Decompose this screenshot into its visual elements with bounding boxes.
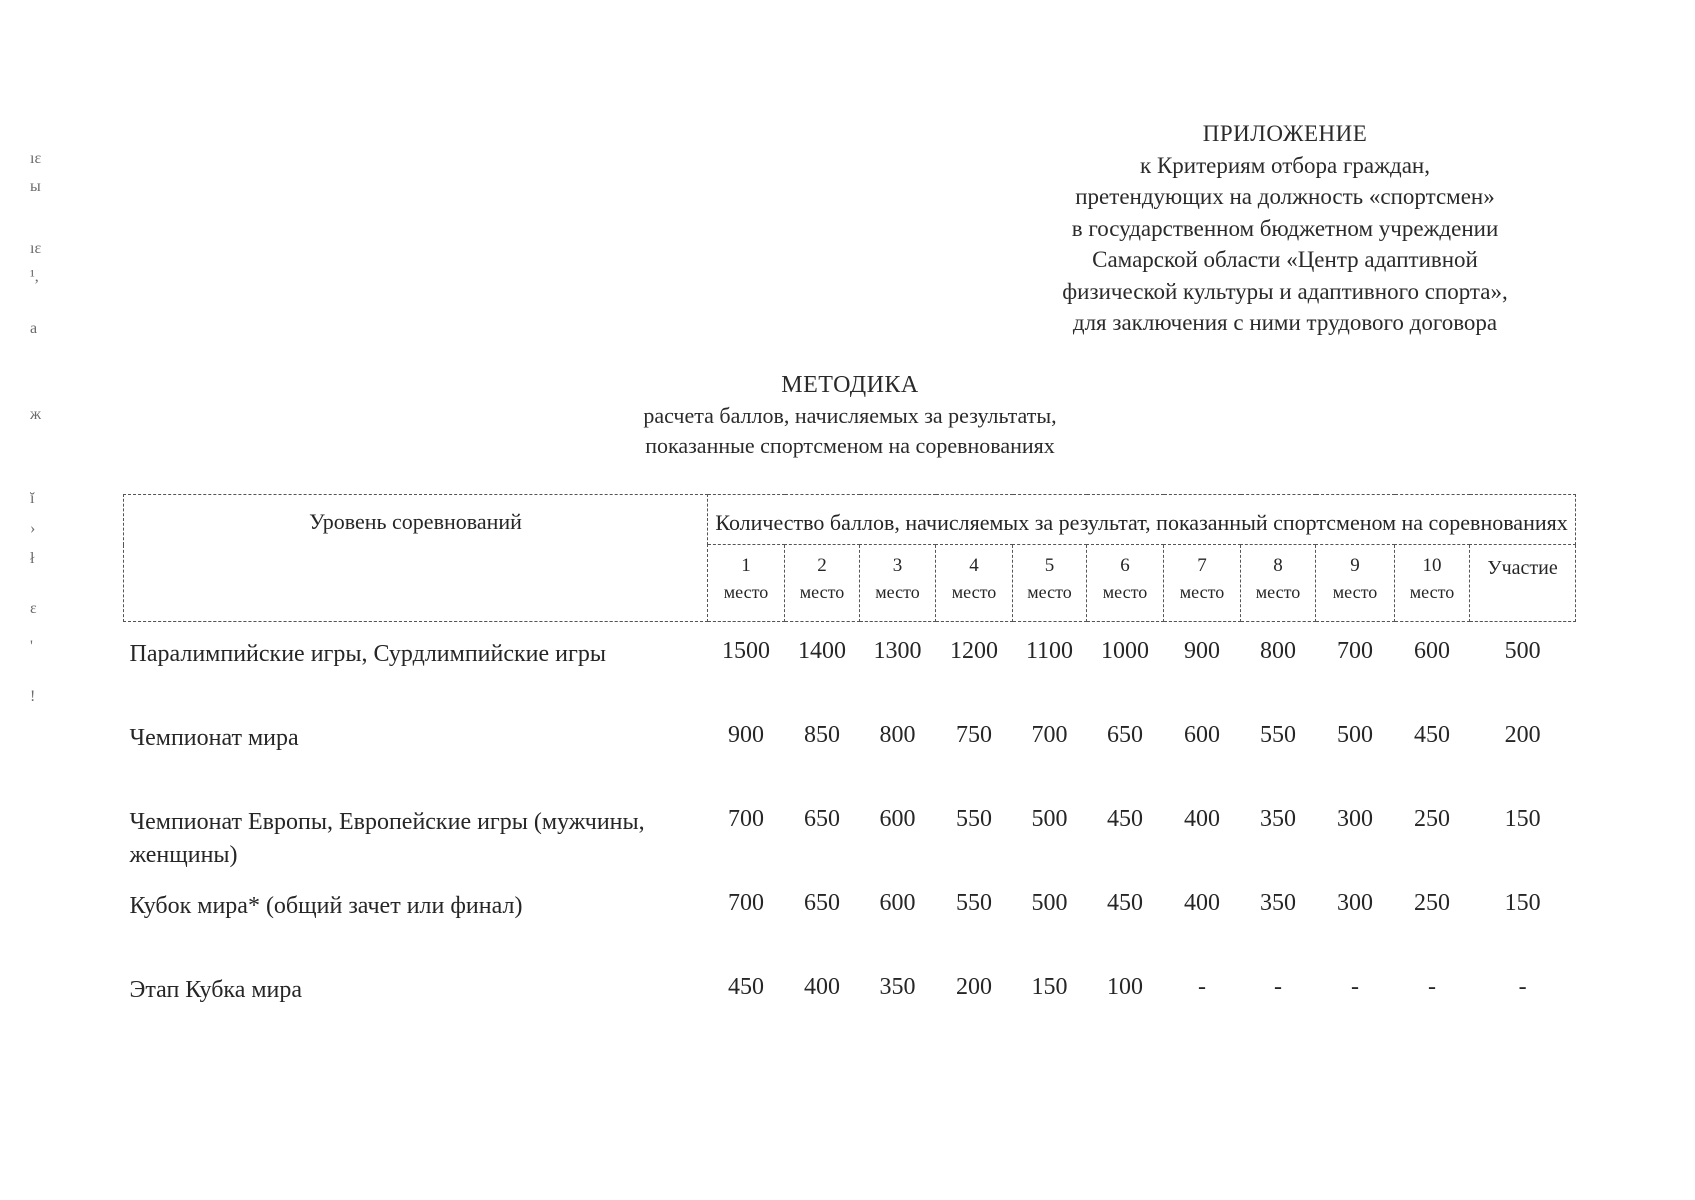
place-header-8	[1241, 545, 1316, 622]
score-cell: 900	[1184, 638, 1220, 664]
score-cell: 400	[1184, 890, 1220, 916]
score-cell: 700	[728, 890, 764, 916]
appendix-heading: ПРИЛОЖЕНИЕ	[1202, 121, 1368, 146]
score-cell: 150	[1031, 974, 1068, 1000]
score-cell: 1500	[722, 638, 770, 664]
score-cell: 600	[879, 890, 916, 916]
score-cell: 500	[1031, 890, 1068, 916]
score-cell: 450	[1414, 722, 1450, 748]
score-cell: 400	[804, 974, 840, 1000]
table-row	[124, 874, 1576, 958]
margin-mark: ıε	[30, 150, 42, 167]
score-cell: 150	[1504, 890, 1541, 916]
margin-mark: ›	[30, 520, 36, 537]
place-word: место	[951, 582, 997, 602]
score-cell: 350	[879, 974, 916, 1000]
appendix-line: к Критериям отбора граждан,	[1140, 152, 1430, 178]
score-cell: 700	[1031, 722, 1068, 748]
score-cell: 450	[728, 974, 764, 1000]
score-cell: 1000	[1101, 638, 1149, 664]
place-word: место	[1255, 582, 1301, 602]
score-cell: 300	[1337, 890, 1373, 916]
score-cell: 600	[1414, 638, 1450, 664]
competition-level: Паралимпийские игры, Сурдлимпийские игры	[129, 641, 606, 667]
competition-level: Чемпионат Европы, Европейские игры (мужчины, женщины)	[129, 809, 645, 868]
place-word: место	[1102, 582, 1148, 602]
place-word: место	[1409, 582, 1455, 602]
place-word: место	[723, 582, 769, 602]
place-header-9	[1316, 545, 1395, 622]
score-cell: 350	[1260, 806, 1296, 832]
score-cell: 1400	[798, 638, 846, 664]
place-number: 10	[1422, 555, 1442, 576]
score-cell: -	[1351, 974, 1359, 1000]
place-word: место	[1179, 582, 1225, 602]
margin-mark: ıε	[30, 240, 42, 257]
margin-mark: '	[30, 638, 33, 655]
score-cell: -	[1274, 974, 1282, 1000]
place-number: 9	[1350, 555, 1360, 576]
score-cell: 800	[1260, 638, 1296, 664]
table-row	[124, 706, 1576, 790]
score-cell: 1100	[1025, 638, 1074, 664]
method-title-block	[500, 369, 1200, 461]
competition-level: Чемпионат мира	[129, 725, 299, 751]
score-cell: 550	[956, 890, 992, 916]
appendix-line: претендующих на должность «спортсмен»	[1075, 184, 1495, 209]
place-number: 2	[817, 555, 827, 576]
place-number: 5	[1044, 555, 1055, 576]
place-number: 1	[741, 555, 751, 576]
margin-mark: !	[30, 688, 36, 705]
score-cell: 550	[956, 806, 992, 832]
table-row	[124, 958, 1576, 1035]
score-cell: 200	[956, 974, 992, 1000]
margin-mark: ¹,	[30, 268, 39, 285]
table-row	[124, 790, 1576, 874]
margin-mark: ĭ	[30, 490, 35, 507]
margin-mark: ы	[30, 178, 41, 195]
score-cell: 650	[804, 890, 840, 916]
place-number: 4	[969, 555, 979, 576]
appendix-block	[1005, 118, 1565, 339]
score-cell: 150	[1504, 806, 1541, 832]
place-number: 3	[892, 555, 903, 576]
appendix-line: для заключения с ними трудового договора	[1072, 310, 1498, 335]
score-cell: 550	[1260, 722, 1296, 748]
method-subtitle-line: расчета баллов, начисляемых за результаты,	[643, 403, 1057, 428]
score-cell: -	[1518, 974, 1527, 1000]
place-header-4	[936, 545, 1013, 622]
score-cell: 300	[1337, 806, 1373, 832]
score-cell: 1300	[873, 638, 922, 664]
margin-mark: ε	[30, 600, 37, 617]
place-number: 6	[1120, 555, 1130, 576]
place-word: место	[1027, 582, 1072, 602]
appendix-line: физической культуры и адаптивного спорта»,	[1062, 278, 1508, 304]
method-title: МЕТОДИКА	[781, 372, 919, 398]
score-cell: 650	[1107, 722, 1143, 748]
score-cell: 250	[1414, 806, 1450, 832]
margin-mark: ж	[30, 406, 42, 423]
place-word: место	[1332, 582, 1378, 602]
margin-mark: ł	[30, 550, 35, 567]
score-cell: 850	[804, 722, 840, 748]
score-cell: 600	[879, 806, 916, 832]
score-cell: 700	[728, 806, 764, 832]
score-cell: 400	[1184, 806, 1220, 832]
competition-level: Этап Кубка мира	[129, 977, 303, 1003]
scores-table	[123, 494, 1576, 1035]
score-cell: 650	[804, 806, 840, 832]
score-cell: 900	[728, 722, 764, 748]
score-cell: 500	[1504, 638, 1541, 664]
method-subtitle-line: показанные спортсменом на соревнованиях	[645, 433, 1055, 458]
score-cell: 500	[1337, 722, 1373, 748]
score-cell: 700	[1337, 638, 1373, 664]
score-cell: -	[1428, 974, 1436, 1000]
place-header-6	[1087, 545, 1164, 622]
score-cell: 750	[956, 722, 992, 748]
appendix-line: Самарской области «Центр адаптивной	[1092, 247, 1478, 272]
place-header-5	[1013, 545, 1087, 622]
level-column-header: Уровень соревнований	[124, 495, 708, 622]
margin-mark: а	[30, 320, 38, 337]
score-cell: 350	[1260, 890, 1296, 916]
score-cell: -	[1198, 974, 1206, 1000]
score-cell: 100	[1107, 974, 1143, 1000]
place-header-7	[1164, 545, 1241, 622]
score-cell: 500	[1031, 806, 1068, 832]
score-cell: 450	[1107, 890, 1143, 916]
participation-header: Участие	[1470, 545, 1576, 622]
score-cell: 1200	[950, 638, 998, 664]
place-header-10	[1395, 545, 1470, 622]
score-cell: 800	[879, 722, 916, 748]
place-word: место	[875, 582, 920, 602]
place-header-3	[860, 545, 936, 622]
place-number: 7	[1197, 555, 1207, 576]
place-header-2	[785, 545, 860, 622]
appendix-line: в государственном бюджетном учреждении	[1071, 215, 1499, 241]
score-cell: 600	[1184, 722, 1220, 748]
table-row	[124, 622, 1576, 707]
place-word: место	[799, 582, 845, 602]
score-cell: 450	[1107, 806, 1143, 832]
score-cell: 250	[1414, 890, 1450, 916]
place-number: 8	[1273, 555, 1283, 576]
competition-level: Кубок мира* (общий зачет или финал)	[129, 893, 523, 919]
place-header-1	[708, 545, 785, 622]
points-group-header: Количество баллов, начисляемых за результат, показанный спортсменом на соревнованиях	[708, 495, 1576, 545]
score-cell: 200	[1504, 722, 1541, 748]
